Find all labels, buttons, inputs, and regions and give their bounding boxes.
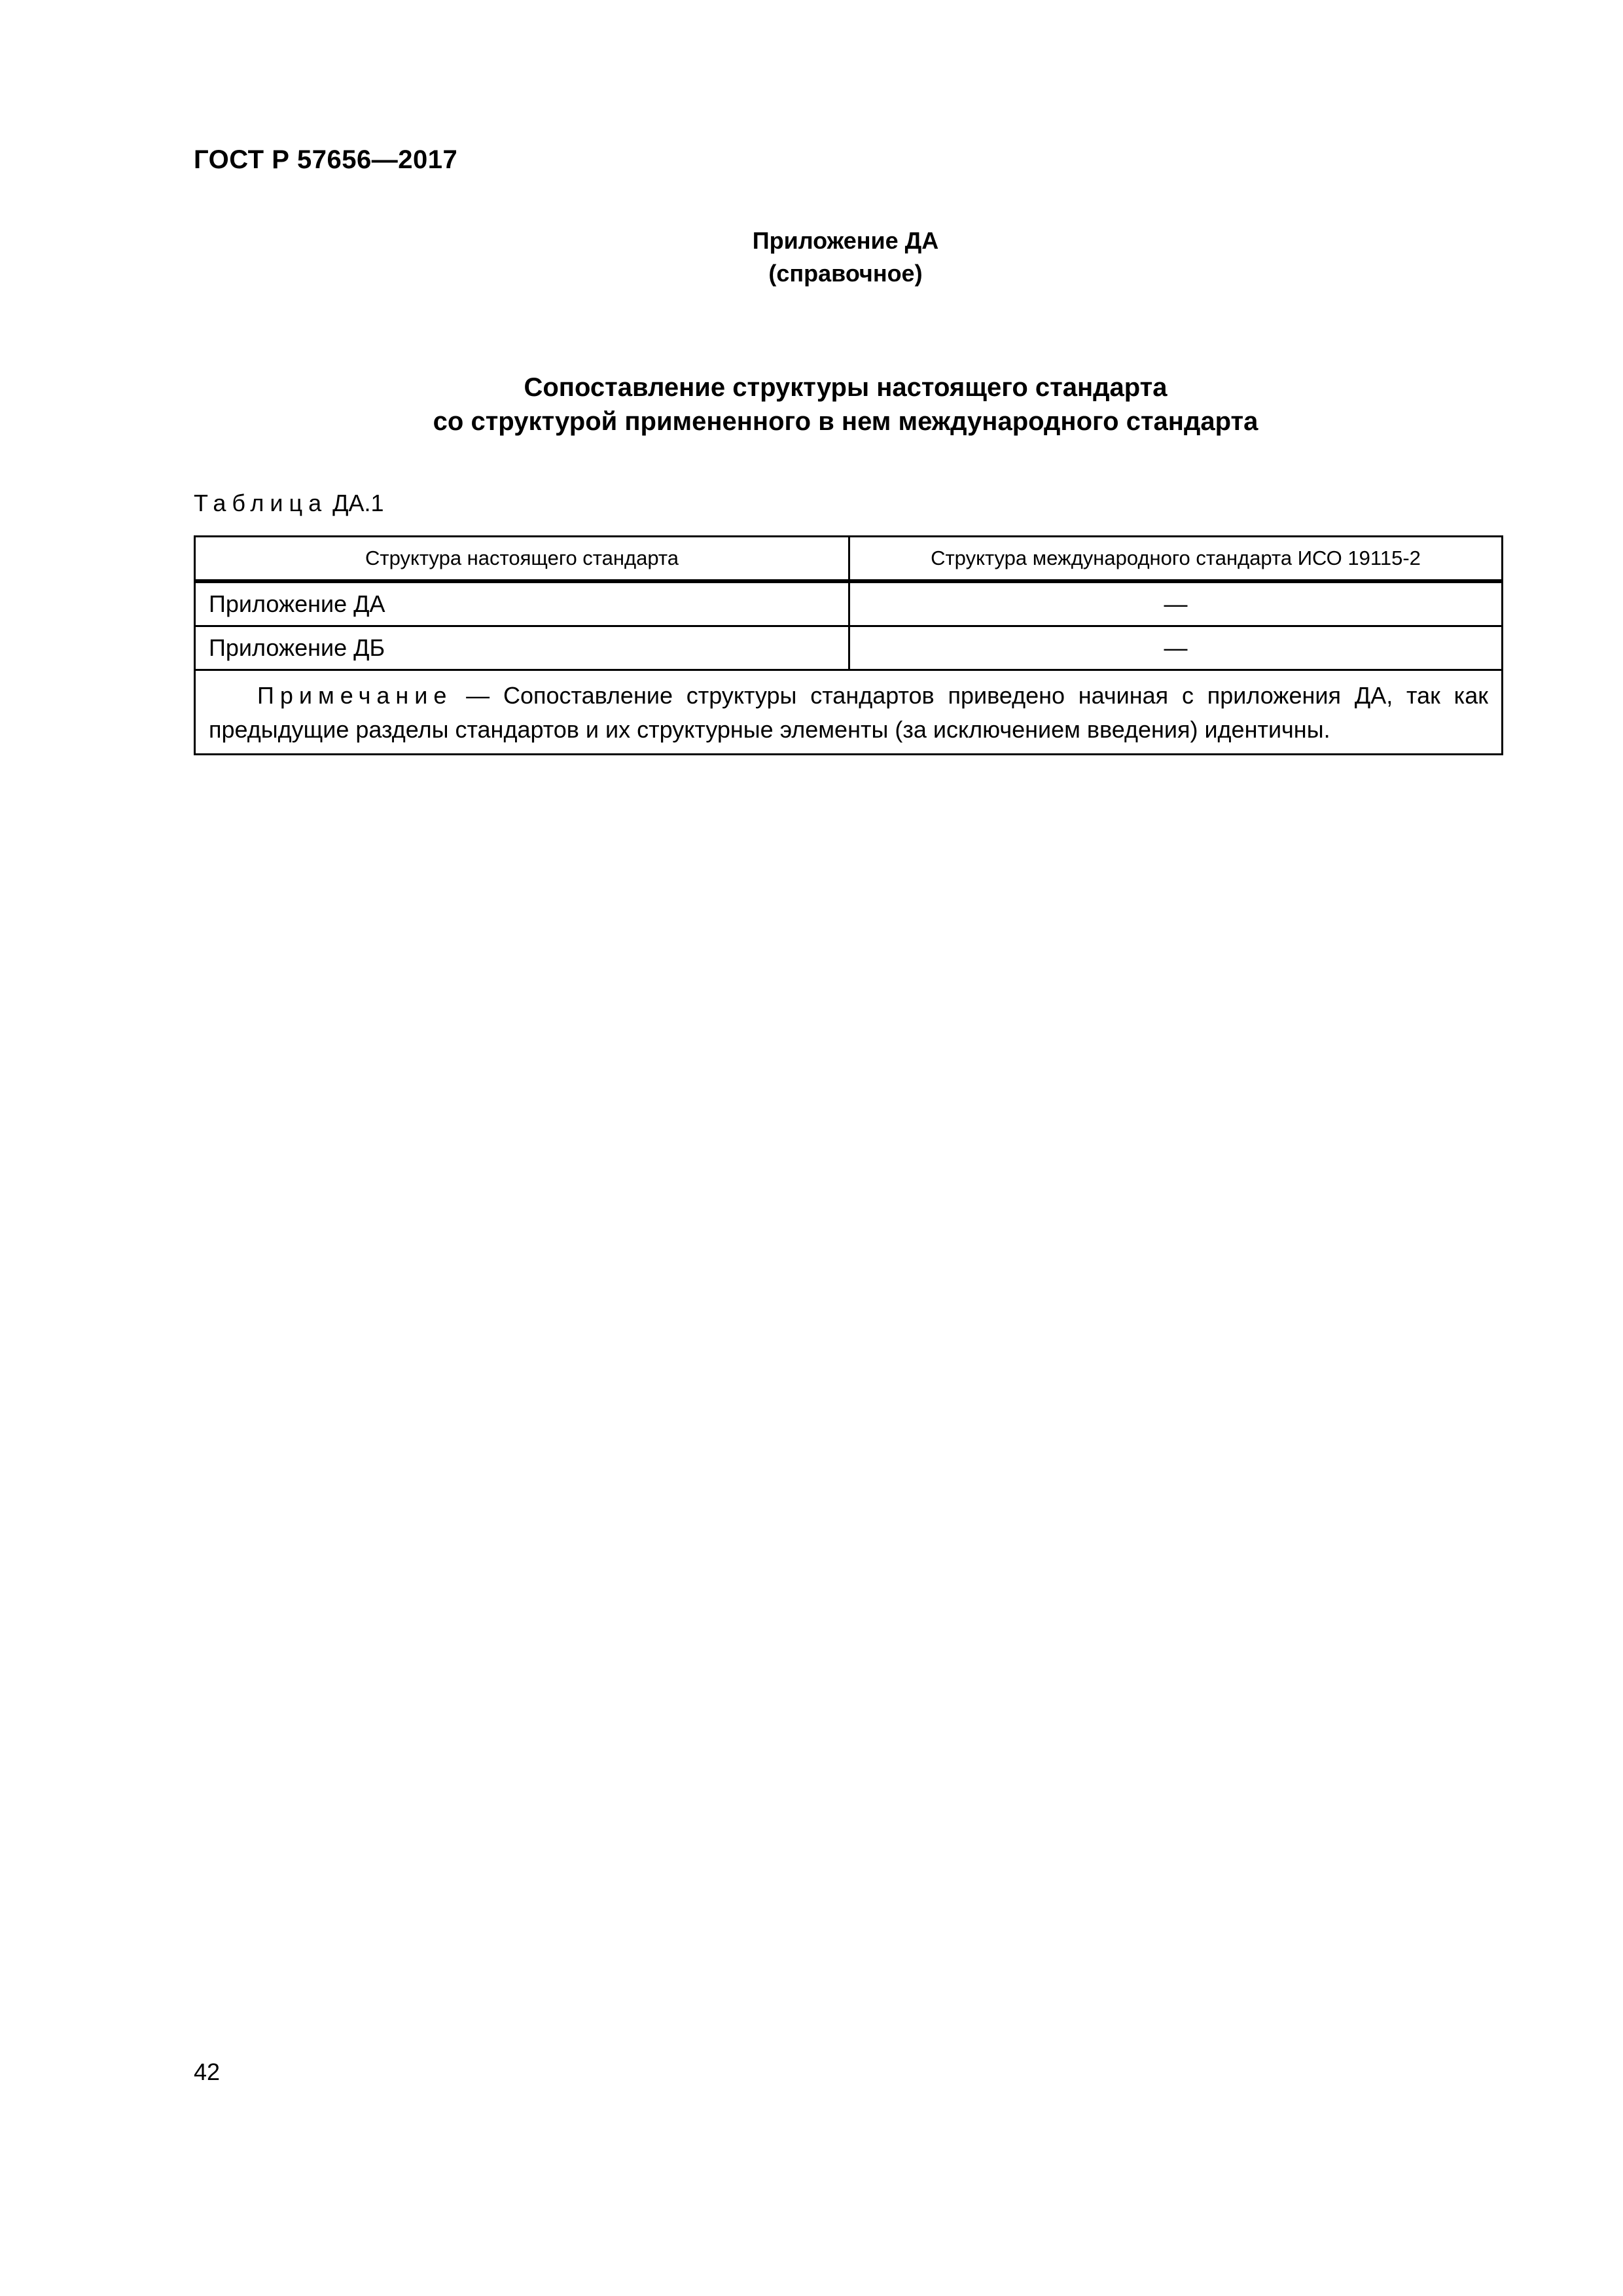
table-caption-label: Таблица [194,490,328,516]
table-cell: Приложение ДА [195,581,849,626]
section-title-line-2: со структурой примененного в нем международного стандарта [433,407,1258,436]
note-text: — Сопоставление структуры стандартов приведено начиная с приложения ДА, так как предыдущие разделы стандартов и их структурные элементы (за исключением введения) идентичны. [209,682,1488,743]
column-header-current-standard: Структура настоящего стандарта [195,537,849,582]
table-note-row [195,670,1503,755]
table-caption [194,490,384,517]
section-title-line-1: Сопоставление структуры настоящего стандарта [524,373,1168,402]
table-header-row [195,537,1503,582]
table-caption-number: ДА.1 [332,490,384,516]
document-code: ГОСТ Р 57656—2017 [194,145,458,174]
note-label: Примечание [257,682,453,709]
section-title [194,370,1497,439]
comparison-table [194,535,1503,755]
appendix-heading [194,224,1497,290]
table-note [195,670,1503,755]
table-cell: — [849,626,1503,670]
table-cell: Приложение ДБ [195,626,849,670]
table-cell: — [849,581,1503,626]
appendix-title: Приложение ДА [752,227,939,254]
column-header-international-standard: Структура международного стандарта ИСО 19115-2 [849,537,1503,582]
appendix-status: (справочное) [768,260,923,287]
page-number: 42 [194,2058,221,2085]
table-row [195,581,1503,626]
table-row [195,626,1503,670]
